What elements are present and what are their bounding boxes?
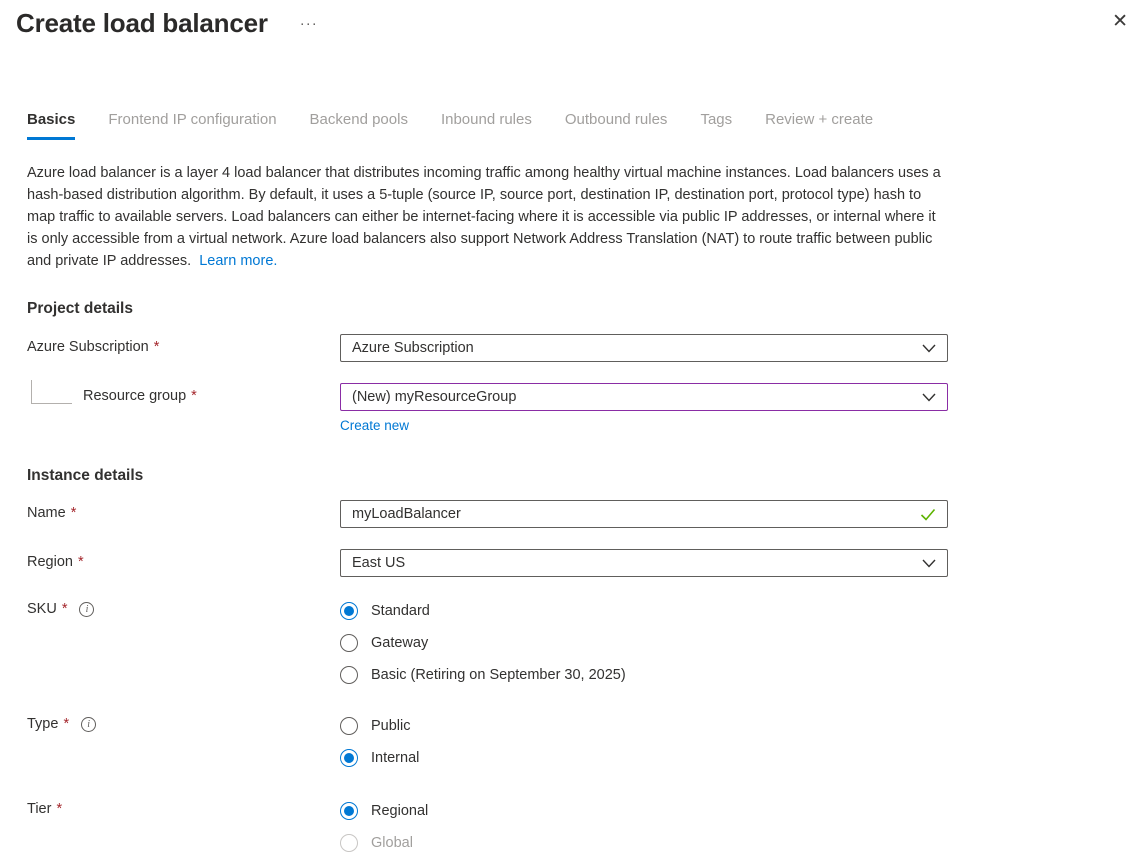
name-input[interactable] — [352, 506, 920, 522]
tab-frontend-ip-configuration[interactable]: Frontend IP configuration — [108, 111, 277, 128]
more-options-icon[interactable]: ··· — [299, 15, 318, 32]
required-asterisk: * — [63, 716, 70, 732]
subscription-label: Azure Subscription * — [27, 339, 160, 355]
subscription-row — [27, 334, 948, 362]
region-label: Region * — [27, 554, 84, 570]
radio-disabled-icon — [340, 834, 358, 852]
radio-option-global: Global — [340, 833, 948, 853]
tier-label: Tier * — [27, 801, 63, 817]
chevron-down-icon — [922, 559, 936, 568]
tier-radio-group — [340, 800, 948, 853]
radio-selected-icon[interactable] — [340, 802, 358, 820]
tab-backend-pools[interactable]: Backend pools — [309, 111, 408, 128]
radio-selected-icon[interactable] — [340, 602, 358, 620]
chevron-down-icon — [922, 393, 936, 402]
radio-option-regional[interactable]: Regional — [340, 801, 948, 821]
name-label: Name * — [27, 505, 77, 521]
info-icon[interactable]: i — [81, 717, 96, 732]
sku-row — [27, 600, 948, 685]
region-dropdown[interactable] — [340, 549, 948, 577]
tab-basics[interactable]: Basics — [27, 111, 75, 140]
tab-bar — [27, 111, 873, 140]
name-field-wrapper — [340, 500, 948, 528]
instance-details-heading: Instance details — [27, 467, 144, 484]
chevron-down-icon — [922, 344, 936, 353]
learn-more-link[interactable]: Learn more. — [199, 253, 278, 269]
radio-selected-icon[interactable] — [340, 749, 358, 767]
radio-option-gateway[interactable]: Gateway — [340, 633, 948, 653]
basics-tab-content — [27, 162, 948, 853]
required-asterisk: * — [77, 554, 84, 570]
tab-outbound-rules[interactable]: Outbound rules — [564, 111, 668, 128]
page-title: Create load balancer — [16, 8, 268, 38]
required-asterisk: * — [191, 388, 197, 404]
type-radio-group — [340, 715, 948, 768]
name-row — [27, 500, 948, 528]
validation-check-icon — [920, 508, 936, 521]
subscription-dropdown-value: Azure Subscription — [352, 340, 474, 356]
required-asterisk: * — [56, 801, 63, 817]
required-asterisk: * — [153, 339, 160, 355]
region-dropdown-value: East US — [352, 555, 406, 571]
create-new-link[interactable]: Create new — [340, 418, 410, 433]
radio-option-internal[interactable]: Internal — [340, 748, 948, 768]
radio-option-basic[interactable]: Basic (Retiring on September 30, 2025) — [340, 665, 948, 685]
sku-label: SKU * i — [27, 600, 340, 617]
sku-radio-group — [340, 600, 948, 685]
tier-row — [27, 800, 948, 853]
close-icon[interactable]: ✕ — [1112, 11, 1128, 32]
radio-option-standard[interactable]: Standard — [340, 601, 948, 621]
project-details-heading: Project details — [27, 300, 133, 317]
resource-group-label: Resource group * — [83, 388, 197, 404]
radio-icon[interactable] — [340, 717, 358, 735]
page-header — [16, 8, 318, 39]
info-icon[interactable]: i — [79, 602, 94, 617]
required-asterisk: * — [70, 505, 77, 521]
tab-review-create[interactable]: Review + create — [765, 111, 874, 128]
resource-group-dropdown-value: (New) myResourceGroup — [352, 389, 517, 405]
type-label: Type * i — [27, 715, 340, 732]
radio-option-public[interactable]: Public — [340, 716, 948, 736]
resource-group-dropdown[interactable] — [340, 383, 948, 411]
tree-connector — [31, 380, 72, 404]
project-details-section — [27, 334, 948, 435]
subscription-dropdown[interactable] — [340, 334, 948, 362]
radio-icon[interactable] — [340, 666, 358, 684]
type-row — [27, 715, 948, 768]
tab-tags[interactable]: Tags — [700, 111, 733, 128]
region-row — [27, 549, 948, 577]
description-body: Azure load balancer is a layer 4 load balancer that distributes incoming traffic among healthy virtual machine instances. Load balancers uses a hash-based distribution algorithm. By default, it uses a 5-tuple (source IP, source port, destination IP, destination port, protocol type) hash to map traffic to available servers. Load balancers can either be internet-facing where it is accessible via public IP addresses, or internal where it is only accessible from a virtual network. Azure load balancers also support Network Address Translation (NAT) to route traffic between public and private IP addresses. — [27, 165, 941, 269]
description-text — [27, 162, 948, 272]
required-asterisk: * — [61, 601, 68, 617]
tab-inbound-rules[interactable]: Inbound rules — [440, 111, 532, 128]
radio-icon[interactable] — [340, 634, 358, 652]
resource-group-row — [27, 383, 948, 435]
